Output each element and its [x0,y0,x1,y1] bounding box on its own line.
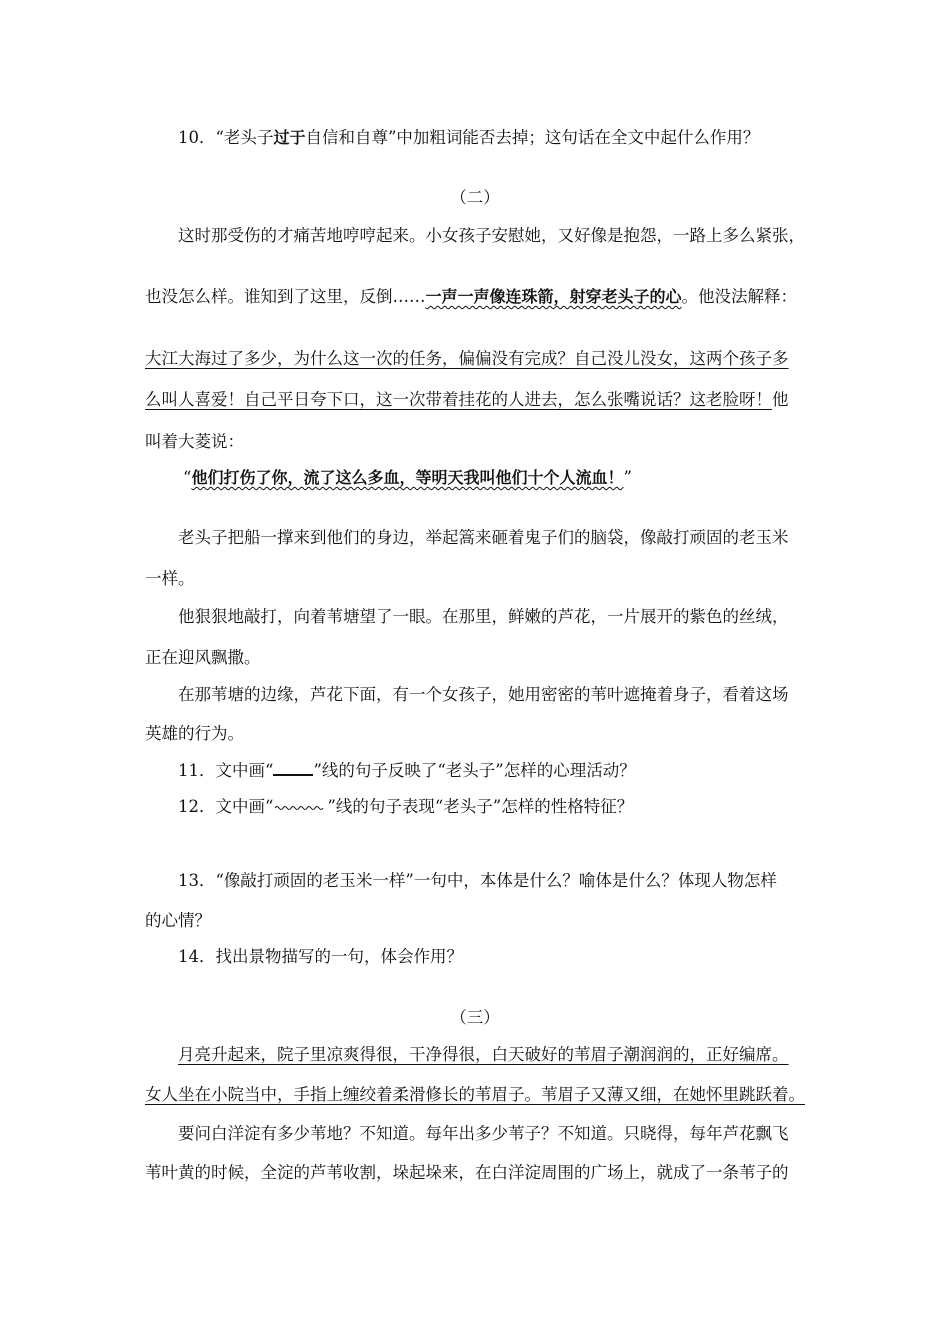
s2-paragraph-1-line-4 [145,388,789,412]
question-13-line-1: 13．“像敲打顽固的老玉米一样”一句中，本体是什么？喻体是什么？体现人物怎样 [178,871,777,890]
s2-paragraph-3-line-1: 他狠狠地敲打，向着苇塘望了一眼。在那里，鲜嫩的芦花，一片展开的紫色的丝绒， [178,607,789,626]
q12-prefix: 12．文中画“ [178,797,274,816]
s2-paragraph-1-line-1: 这时那受伤的才痛苦地哼哼起来。小女孩子安慰她，又好像是抱怨，一路上多么紧张， [178,226,805,245]
s2-line4-suffix: 他 [772,390,789,409]
s2-paragraph-2-line-1: 老头子把船一撑来到他们的身边，举起篙来砸着鬼子们的脑袋，像敲打顽固的老玉米 [178,528,789,547]
question-10 [178,126,759,150]
s3-paragraph-line-1: 要问白洋淀有多少苇地？不知道。每年出多少苇子？不知道。只晓得，每年芦花飘飞 [178,1124,789,1143]
quote-open-mark: “ [183,468,192,487]
wavy-sentence-1: 一声一声像连珠箭，射穿老头子的心 [425,287,682,306]
s2-paragraph-1-line-5: 叫着大菱说： [145,432,244,451]
q10-bold-word: 过于 [273,128,306,147]
wavy-sentence-2: 他们打伤了你，流了这么多血，等明天我叫他们十个人流血！ [191,468,624,487]
q10-prefix: 10．“老头子 [178,128,274,147]
s3-paragraph-line-2: 苇叶黄的时候，全淀的芦苇收割，垛起垛来，在白洋淀周围的广场上，就成了一条苇子的 [145,1163,789,1182]
question-11 [178,759,636,783]
section-3-heading: （三） [450,1008,500,1027]
underlined-sentence-line-2: 么叫人喜爱！自己平日夸下口，这一次带着挂花的人进去，怎么张嘴说话？这老脸呀！ [145,390,772,409]
s2-paragraph-3-line-2: 正在迎风飘撒。 [145,648,261,667]
s2-paragraph-4-line-1: 在那苇塘的边缘，芦花下面，有一个女孩子，她用密密的苇叶遮掩着身子，看着这场 [178,685,789,704]
s3-underlined-line-1: 月亮升起来，院子里凉爽得很，干净得很，白天破好的苇眉子潮润润的，正好编席。 [178,1045,789,1064]
s2-paragraph-1-line-2 [145,285,797,309]
q11-suffix: ”线的句子反映了“老头子”怎样的心理活动？ [313,761,636,780]
s2-line2-prefix: 也没怎么样。谁知到了这里，反倒…… [145,287,426,306]
question-12 [178,795,633,819]
s2-line2-suffix: 。他没法解释： [681,287,798,306]
question-14: 14．找出景物描写的一句，体会作用？ [178,947,463,966]
q11-prefix: 11．文中画“ [178,761,274,780]
underlined-sentence-line-1: 大江大海过了多少，为什么这一次的任务，偏偏没有完成？自己没儿没女，这两个孩子多 [145,349,789,368]
wavy-underline-sample [273,800,327,812]
quote-line [183,466,632,490]
question-13-line-2: 的心情？ [145,911,211,930]
q10-suffix: 自信和自尊”中加粗词能否去掉；这句话在全文中起什么作用？ [305,128,760,147]
quote-close-mark: ” [623,468,632,487]
s3-underlined-line-2: 女人坐在小院当中，手指上缠绞着柔滑修长的苇眉子。苇眉子又薄又细，在她怀里跳跃着。 [145,1085,805,1104]
straight-underline-sample [273,760,313,776]
section-2-heading: （二） [450,188,500,207]
s2-paragraph-2-line-2: 一样。 [145,569,195,588]
q12-suffix: ”线的句子表现“老头子”怎样的性格特征？ [327,797,634,816]
s2-paragraph-4-line-2: 英雄的行为。 [145,724,244,743]
